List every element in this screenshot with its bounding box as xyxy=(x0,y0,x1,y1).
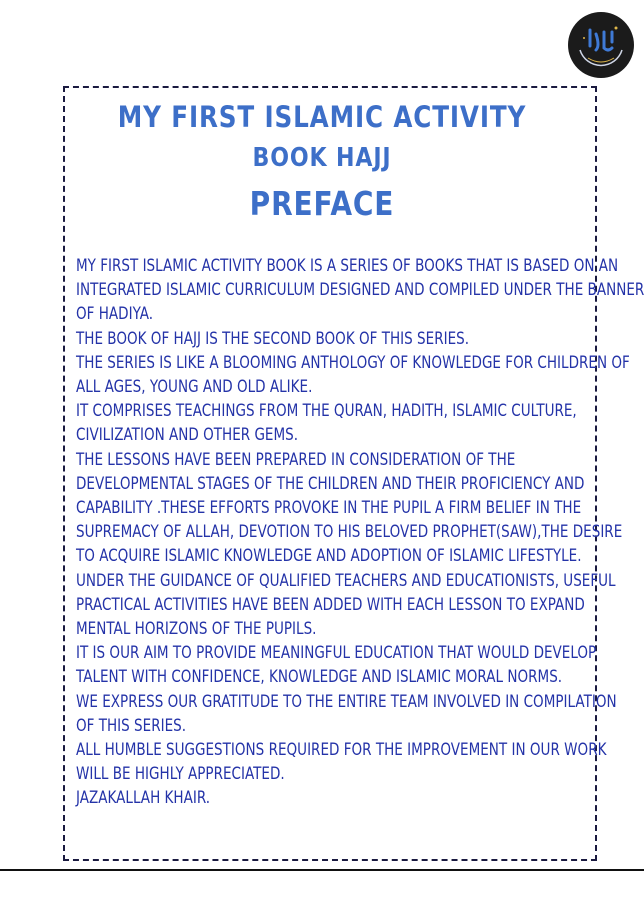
preface-line: TO ACQUIRE ISLAMIC KNOWLEDGE AND ADOPTION OF ISLAMIC LIFESTYLE. xyxy=(76,546,582,566)
preface-line: THE LESSONS HAVE BEEN PREPARED IN CONSIDERATION OF THE xyxy=(76,449,516,469)
preface-line: MY FIRST ISLAMIC ACTIVITY BOOK IS A SERIES OF BOOKS THAT IS BASED ON AN xyxy=(76,256,619,275)
title-line-1: MY FIRST ISLAMIC ACTIVITY xyxy=(117,100,527,134)
preface-line: UNDER THE GUIDANCE OF QUALIFIED TEACHERS AND EDUCATIONISTS, USEFUL xyxy=(76,570,616,590)
preface-line: IT COMPRISES TEACHINGS FROM THE QURAN, HADITH, ISLAMIC CULTURE, xyxy=(76,401,577,421)
preface-line: PRACTICAL ACTIVITIES HAVE BEEN ADDED WITH EACH LESSON TO EXPAND xyxy=(76,594,585,614)
preface-line: OF THIS SERIES. xyxy=(76,715,187,735)
preface-line: THE SERIES IS LIKE A BLOOMING ANTHOLOGY OF KNOWLEDGE FOR CHILDREN OF xyxy=(76,352,630,372)
preface-line: INTEGRATED ISLAMIC CURRICULUM DESIGNED AND COMPILED UNDER THE BANNER xyxy=(76,280,644,300)
preface-line: SUPREMACY OF ALLAH, DEVOTION TO HIS BELOVED PROPHET(SAW),THE DESIRE xyxy=(76,522,623,542)
bottom-rule xyxy=(0,869,644,871)
title-line-2: BOOK HAJJ xyxy=(252,143,392,173)
preface-line: THE BOOK OF HAJJ IS THE SECOND BOOK OF THIS SERIES. xyxy=(76,328,470,348)
preface-line: IT IS OUR AIM TO PROVIDE MEANINGFUL EDUCATION THAT WOULD DEVELOP xyxy=(76,643,597,663)
preface-line: JAZAKALLAH KHAIR. xyxy=(76,788,211,808)
preface-line: CIVILIZATION AND OTHER GEMS. xyxy=(76,425,299,445)
preface-line: MENTAL HORIZONS OF THE PUPILS. xyxy=(76,619,317,639)
preface-line: WILL BE HIGHLY APPRECIATED. xyxy=(76,764,285,784)
preface-line: DEVELOPMENTAL STAGES OF THE CHILDREN AND THEIR PROFICIENCY AND xyxy=(76,473,585,493)
preface-line: WE EXPRESS OUR GRATITUDE TO THE ENTIRE TEAM INVOLVED IN COMPILATION xyxy=(76,691,617,711)
preface-body xyxy=(76,254,644,811)
preface-line: OF HADIYA. xyxy=(76,304,154,324)
preface-line: ALL HUMBLE SUGGESTIONS REQUIRED FOR THE IMPROVEMENT IN OUR WORK xyxy=(76,740,607,760)
preface-line: TALENT WITH CONFIDENCE, KNOWLEDGE AND ISLAMIC MORAL NORMS. xyxy=(76,667,563,687)
preface-line: ALL AGES, YOUNG AND OLD ALIKE. xyxy=(76,377,313,397)
logo-emblem-icon xyxy=(566,10,636,80)
preface-line: CAPABILITY .THESE EFFORTS PROVOKE IN THE PUPIL A FIRM BELIEF IN THE xyxy=(76,498,582,518)
title-line-3: PREFACE xyxy=(249,184,395,223)
